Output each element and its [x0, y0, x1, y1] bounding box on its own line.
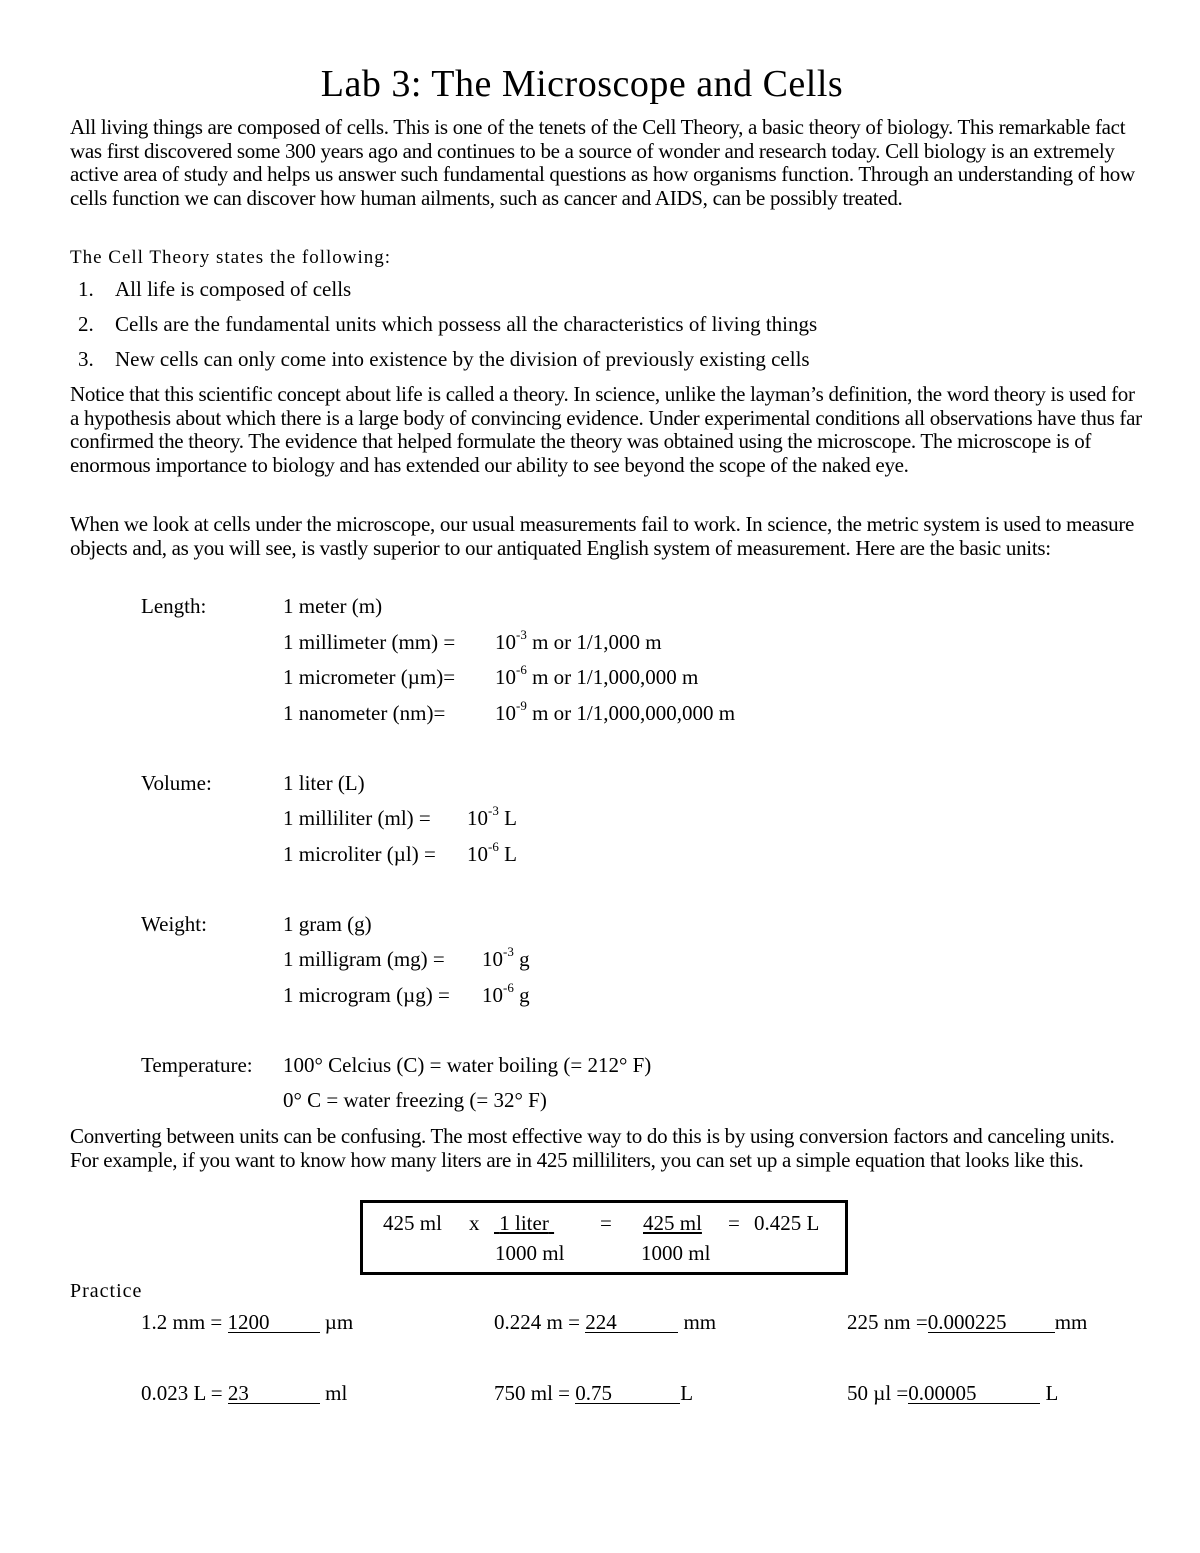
equation-lhs: 425 ml	[383, 1211, 442, 1235]
equation-result: 0.425 L	[754, 1211, 820, 1235]
unit-value: $10^{-9}$ m or 1/1,000,000,000 m	[495, 698, 736, 725]
list-text: All life is composed of cells	[115, 277, 352, 301]
equation-middle-denominator: 1000 ml	[641, 1241, 711, 1265]
practice-problem: 225 nm =0.000225 mm	[847, 1310, 1088, 1334]
list-item	[78, 347, 810, 372]
answer-blank: 0.75	[575, 1383, 680, 1404]
temperature-freezing: 0° C = water freezing (= 32° F)	[283, 1088, 547, 1112]
unit-value: $10^{-3}$ m or 1/1,000 m	[495, 627, 662, 654]
convert-paragraph: Converting between units can be confusing. The most effective way to do this is by using conversion factors and canceling units. For example, if you want to know how many liters are in 425 milliliters, you can set up a simple equation that looks like this.	[70, 1124, 1115, 1172]
page-title: Lab 3: The Microscope and Cells	[320, 63, 844, 105]
unit-value: $10^{-6}$ m or 1/1,000,000 m	[495, 662, 699, 689]
equation-factor-denominator: 1000 ml	[495, 1241, 565, 1265]
volume-label: Volume:	[141, 771, 212, 795]
weight-label: Weight:	[141, 912, 207, 936]
answer-blank: 23	[228, 1383, 320, 1404]
practice-problem: 0.023 L = 23 ml	[141, 1381, 348, 1405]
list-number: 2.	[78, 312, 94, 336]
list-item	[78, 277, 351, 302]
temperature-boiling: 100° Celcius (C) = water boiling (= 212° F)	[283, 1053, 652, 1077]
list-item	[78, 312, 817, 337]
theory-paragraph: Notice that this scientific concept about life is called a theory. In science, unlike the layman’s definition, the word theory is used for a hypothesis about which there is a large body of convincing evidence. Under experimental conditions all observations have thus far confirmed the theory. The evidence that helped formulate the theory was obtained using the microscope. The microscope is of enormous importance to biology and has extended our ability to see beyond the scope of the naked eye.	[70, 382, 1142, 477]
equation-middle-numerator: 425 ml	[643, 1211, 702, 1235]
list-text: New cells can only come into existence by the division of previously existing cells	[115, 347, 810, 371]
unit-value: $10^{-6}$ L	[467, 839, 517, 866]
practice-problem: 750 ml = 0.75 L	[494, 1381, 694, 1405]
practice-problem: 50 µl =0.00005 L	[847, 1381, 1059, 1405]
unit-name: 1 milliliter (ml) =	[283, 806, 431, 830]
answer-blank: 0.00005	[908, 1383, 1040, 1404]
answer-blank: 0.000225	[928, 1312, 1055, 1333]
list-number: 1.	[78, 277, 94, 301]
unit-base: 1 gram (g)	[283, 912, 372, 936]
unit-value: $10^{-3}$ g	[482, 944, 530, 971]
unit-base: 1 meter (m)	[283, 594, 383, 618]
unit-base: 1 liter (L)	[283, 771, 365, 795]
equation-equals-1: =	[600, 1211, 612, 1235]
equation-times: x	[469, 1211, 480, 1235]
unit-value: $10^{-6}$ g	[482, 980, 530, 1007]
length-label: Length:	[141, 594, 207, 618]
unit-name: 1 micrometer (µm)=	[283, 665, 456, 689]
unit-value: $10^{-3}$ L	[467, 803, 517, 830]
practice-problem: 1.2 mm = 1200 µm	[141, 1310, 354, 1334]
answer-blank: 224	[585, 1312, 678, 1333]
metric-paragraph: When we look at cells under the microscope, our usual measurements fail to work. In science, the metric system is used to measure objects and, as you will see, is vastly superior to our antiquated English system of measurement. Here are the basic units:	[70, 512, 1135, 560]
practice-label: Practice	[70, 1280, 143, 1302]
unit-name: 1 millimeter (mm) =	[283, 630, 456, 654]
equation-equals-2: =	[728, 1211, 740, 1235]
intro-paragraph: All living things are composed of cells. This is one of the tenets of the Cell Theory, a basic theory of biology. This remarkable fact was first discovered some 300 years ago and continues to be a source of wonder and research today. Cell biology is an extremely active area of study and helps us answer such fundamental questions as how organisms function. Through an understanding of how cells function we can discover how human ailments, such as cancer and AIDS, can be possibly treated.	[70, 115, 1135, 210]
practice-problem: 0.224 m = 224 mm	[494, 1310, 717, 1334]
unit-name: 1 milligram (mg) =	[283, 947, 445, 971]
theory-heading: The Cell Theory states the following:	[70, 247, 392, 268]
unit-name: 1 microliter (µl) =	[283, 842, 436, 866]
list-text: Cells are the fundamental units which possess all the characteristics of living things	[115, 312, 818, 336]
unit-name: 1 microgram (µg) =	[283, 983, 450, 1007]
list-number: 3.	[78, 347, 94, 371]
answer-blank: 1200	[228, 1312, 320, 1333]
temperature-label: Temperature:	[141, 1053, 253, 1077]
equation-factor-numerator: 1 liter	[499, 1211, 549, 1235]
unit-name: 1 nanometer (nm)=	[283, 701, 446, 725]
equation-box	[360, 1200, 848, 1275]
